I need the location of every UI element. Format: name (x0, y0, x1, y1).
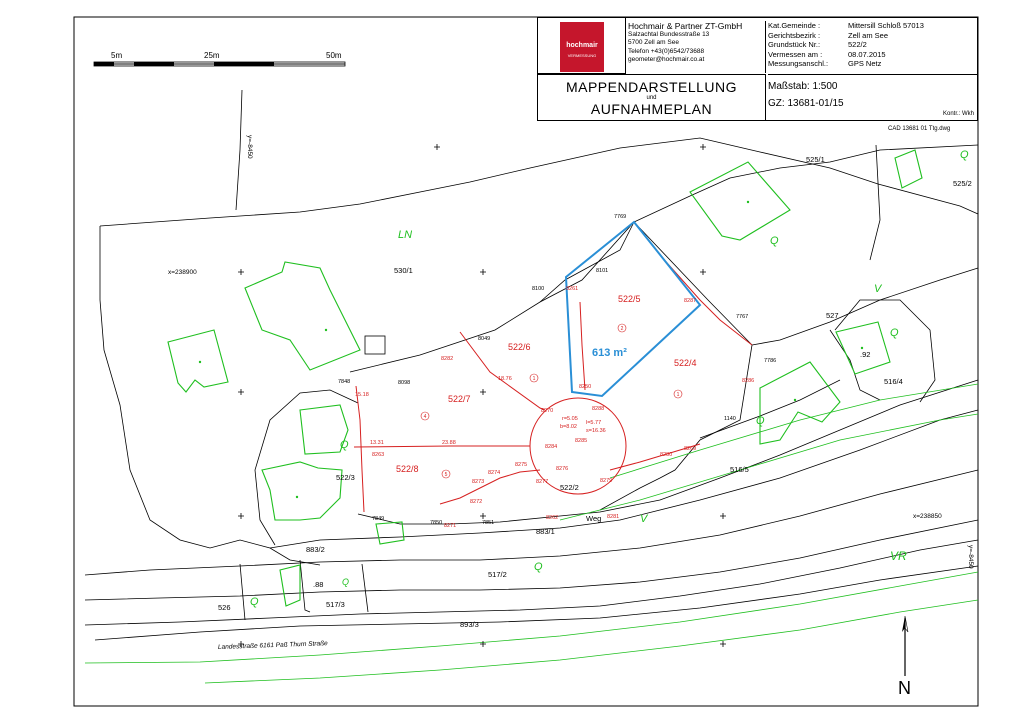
gz-value: 13681-01/15 (787, 98, 844, 109)
parcel-883-2: 883/2 (306, 545, 325, 554)
scale-label: Maßstab: (768, 81, 810, 92)
field-value: Zell am See (848, 30, 889, 40)
parcel-525-2: 525/2 (953, 179, 972, 188)
parcel-883-1: 883/1 (536, 527, 555, 536)
svg-text:8281: 8281 (607, 514, 620, 520)
svg-text:8279: 8279 (600, 478, 613, 484)
scale-value: 1:500 (812, 81, 838, 92)
land-use-vr: VR (890, 549, 907, 563)
scale-label-25m: 25m (204, 51, 220, 60)
land-use-labels (250, 149, 969, 608)
company-address-2: 5700 Zell am See (628, 39, 679, 47)
parcel-522-3: 522/3 (336, 473, 355, 482)
parcel-530-1: 530/1 (394, 266, 413, 275)
svg-text:13.31: 13.31 (370, 440, 384, 446)
svg-text:8277: 8277 (536, 479, 549, 485)
company-name: Hochmair & Partner ZT-GmbH (628, 21, 743, 31)
svg-text:7848: 7848 (338, 379, 351, 385)
svg-text:8262: 8262 (546, 515, 559, 521)
land-use-q-4: Q (756, 415, 765, 427)
parcel-893-3: 893/3 (460, 620, 479, 629)
svg-text:8280: 8280 (660, 452, 673, 458)
svg-text:8263: 8263 (372, 452, 385, 458)
svg-text:23.88: 23.88 (442, 440, 456, 446)
svg-text:7851: 7851 (482, 520, 495, 526)
svg-text:7849: 7849 (372, 516, 385, 522)
kontrolle: Kontr.: Wkh (942, 111, 974, 117)
cadastral-fields (768, 21, 978, 73)
cadastral-boundaries (85, 90, 978, 640)
svg-text:8271: 8271 (444, 523, 457, 529)
field-value: GPS Netz (848, 59, 882, 68)
land-use-q-1: Q (770, 235, 779, 247)
svg-text:8274: 8274 (488, 470, 501, 476)
parcel-522-2: 522/2 (560, 483, 579, 492)
parcel-525-1: 525/1 (806, 155, 825, 164)
svg-text:8275: 8275 (515, 462, 528, 468)
grid-crosses (238, 144, 726, 647)
land-use-q-2: Q (960, 149, 969, 161)
svg-text:8273: 8273 (472, 479, 485, 485)
coord-x1: x=238900 (168, 269, 197, 276)
svg-text:8049: 8049 (478, 336, 491, 342)
circle-marker-1: 2 (620, 326, 624, 332)
svg-text:8098: 8098 (398, 380, 411, 386)
land-use-v-2: V (640, 513, 648, 525)
land-use-q-3: Q (890, 327, 899, 339)
red-point-labels (355, 286, 754, 529)
company-email: geometer@hochmair.co.at (628, 56, 705, 64)
company-phone: Telefon +43(0)6542/73688 (628, 47, 705, 55)
north-label: N (898, 678, 911, 698)
new-parcel-522-6: 522/6 (508, 342, 531, 352)
company-info (628, 21, 766, 73)
circle-marker-2: 1 (532, 376, 536, 382)
svg-text:8288: 8288 (592, 406, 605, 412)
svg-text:8101: 8101 (596, 268, 609, 274)
svg-text:8261: 8261 (566, 286, 579, 292)
svg-text:r=5.05: r=5.05 (562, 416, 578, 422)
new-parcel-522-7: 522/7 (448, 394, 471, 404)
sub-title: AUFNAHMEPLAN (590, 101, 713, 117)
land-use-q-6: Q (534, 561, 543, 573)
scale-row (768, 81, 978, 92)
company-address-1: Salzachtal Bundesstraße 13 (628, 31, 710, 38)
parcel-526: 526 (218, 603, 231, 612)
svg-text:l=5.77: l=5.77 (586, 420, 602, 426)
svg-text:8270: 8270 (541, 408, 554, 414)
field-value: 522/2 (848, 40, 867, 49)
gz-row (768, 98, 978, 109)
field-value: Mittersill Schloß 57013 (848, 21, 924, 30)
svg-text:8284: 8284 (545, 444, 558, 450)
svg-text:s=16.36: s=16.36 (586, 428, 606, 434)
svg-text:8282: 8282 (441, 356, 454, 362)
parcel-517-2: 517/2 (488, 570, 507, 579)
land-use-ln: LN (398, 229, 413, 241)
parcel-516-5: 516/5 (730, 465, 749, 474)
title-connector: und (646, 95, 657, 101)
svg-text:7767: 7767 (736, 314, 749, 320)
parcel-516-4: 516/4 (884, 377, 903, 386)
buildings (168, 150, 922, 606)
svg-text:7850: 7850 (430, 520, 443, 526)
parcel-numbers (218, 155, 972, 629)
company-logo (560, 22, 604, 72)
scale-label-5m: 5m (111, 51, 123, 60)
field-label: Messungsanschl.: (768, 59, 829, 68)
circle-marker-3: 1 (676, 392, 680, 398)
highlighted-parcel (566, 222, 700, 396)
circle-marker-5: 5 (444, 472, 448, 478)
scale-label-50m: 50m (326, 51, 342, 60)
svg-text:8276: 8276 (556, 466, 569, 472)
land-use-q-8: Q (342, 577, 350, 587)
svg-text:8286: 8286 (742, 378, 755, 384)
road-label: Landesstraße 6161 Paß Thurn Straße (217, 640, 328, 651)
scale-bar (94, 51, 345, 66)
highlight-area-label: 613 m² (592, 347, 627, 359)
svg-text:15.18: 15.18 (355, 392, 369, 398)
land-use-q-5: Q (340, 439, 349, 451)
svg-text:b=8.02: b=8.02 (560, 424, 577, 430)
coord-x2: x=238850 (913, 513, 942, 520)
title-block (537, 17, 978, 121)
svg-text:18.76: 18.76 (498, 376, 512, 382)
svg-text:8285: 8285 (575, 438, 588, 444)
black-point-labels (338, 126, 950, 526)
svg-text:1140: 1140 (724, 416, 736, 422)
land-use-v-1: V (874, 283, 882, 295)
svg-text:8269: 8269 (684, 446, 697, 452)
svg-text:8272: 8272 (470, 499, 483, 505)
svg-text:8250: 8250 (579, 384, 592, 390)
field-label: Kat.Gemeinde : (768, 21, 821, 30)
coord-y2: y=-8450 (967, 545, 974, 569)
svg-text:8100: 8100 (532, 286, 545, 292)
new-parcel-522-5: 522/5 (618, 294, 641, 304)
grid-coordinates (168, 135, 974, 569)
svg-text:CAD 13681 01 Ttg.dwg: CAD 13681 01 Ttg.dwg (888, 126, 951, 132)
parcel-517-3: 517/3 (326, 600, 345, 609)
building-88: .88 (313, 580, 324, 589)
svg-text:7786: 7786 (764, 358, 777, 364)
field-value: 08.07.2015 (848, 49, 886, 59)
weg-label: Weg (586, 514, 602, 523)
building-92: .92 (860, 350, 871, 359)
circle-marker-4: 4 (423, 414, 427, 420)
new-parcel-522-8: 522/8 (396, 464, 419, 474)
svg-text:7769: 7769 (614, 214, 627, 220)
field-label: Gerichtsbezirk : (768, 30, 821, 40)
new-parcel-522-4: 522/4 (674, 358, 697, 368)
field-label: Grundstück Nr.: (768, 40, 821, 49)
map-title (538, 74, 766, 121)
gz-label: GZ: (768, 98, 785, 109)
north-arrow (898, 616, 911, 698)
coord-y1: y=-8450 (246, 135, 253, 159)
field-label: Vermessen am : (768, 49, 823, 59)
parcel-527: 527 (826, 311, 839, 320)
road-lines (85, 384, 978, 683)
logo-area (538, 18, 626, 74)
logo-subtext: VERMESSUNG (567, 53, 597, 58)
logo-text: hochmair (566, 42, 598, 49)
svg-text:8287: 8287 (684, 298, 697, 304)
scale-and-gz (768, 74, 978, 121)
land-use-q-7: Q (250, 596, 259, 608)
main-title: MAPPENDARSTELLUNG (565, 79, 738, 95)
